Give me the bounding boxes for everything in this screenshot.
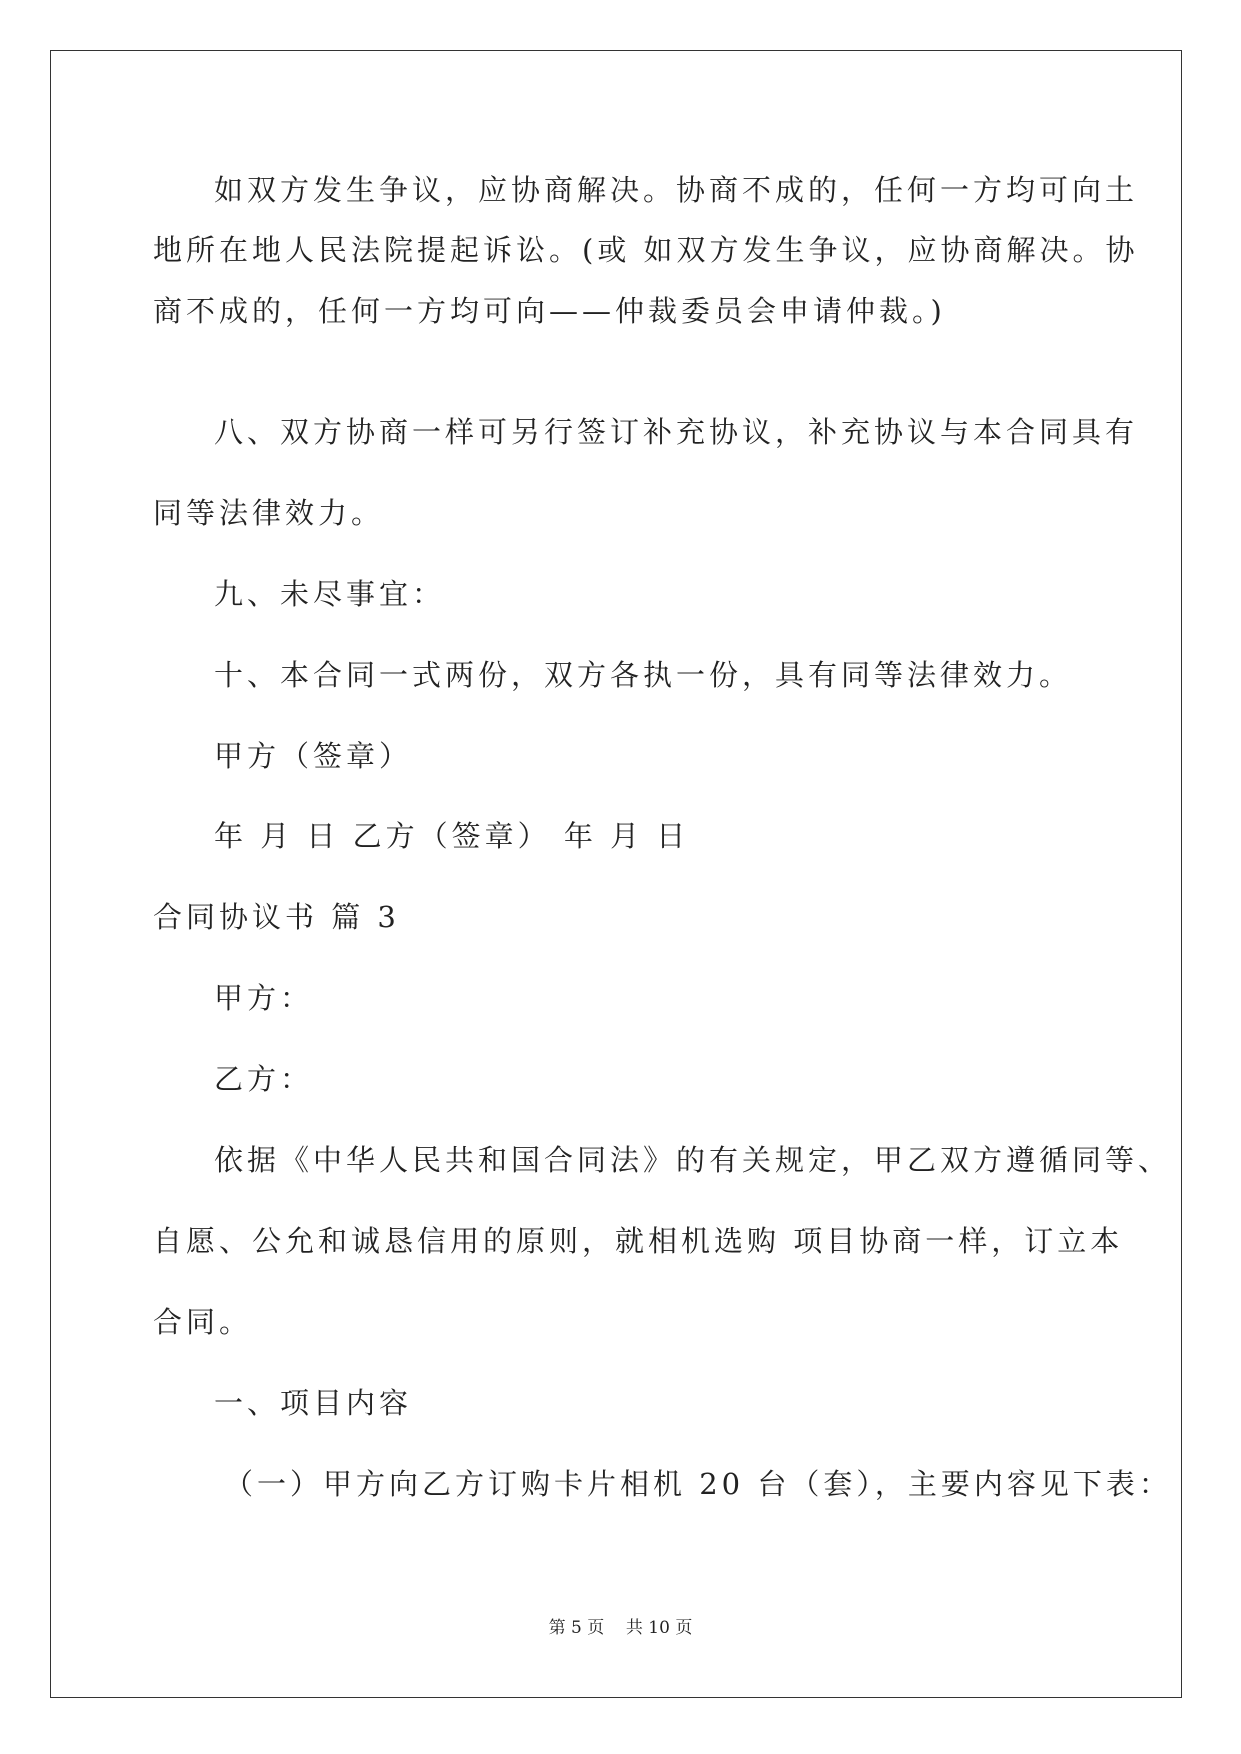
- party-b-line: 乙方：: [214, 1062, 314, 1096]
- paragraph-line: 商不成的，任何一方均可向——仲裁委员会申请仲裁。): [153, 294, 946, 328]
- paragraph-line: 八、双方协商一样可另行签订补充协议，补充协议与本合同具有: [214, 415, 1139, 449]
- paragraph-line: 自愿、公允和诚恳信用的原则，就相机选购 项目协商一样，订立本: [153, 1224, 1124, 1258]
- paragraph-line: （一）甲方向乙方订购卡片相机 20 台（套），主要内容见下表：: [224, 1467, 1172, 1501]
- clause-heading: 一、项目内容: [214, 1386, 413, 1420]
- date-line: 年 月 日 乙方（签章） 年 月 日: [214, 819, 690, 853]
- party-a-line: 甲方：: [214, 981, 314, 1015]
- paragraph-line: 同等法律效力。: [153, 496, 385, 530]
- paragraph-line: 地所在地人民法院提起诉讼。(或 如双方发生争议，应协商解决。协: [153, 233, 1139, 267]
- paragraph-line: 九、未尽事宜：: [214, 577, 446, 611]
- paragraph-line: 如双方发生争议，应协商解决。协商不成的，任何一方均可向土: [214, 173, 1139, 207]
- section-title: 合同协议书 篇 3: [153, 900, 400, 934]
- paragraph-line: 合同。: [153, 1305, 253, 1339]
- signature-line: 甲方（签章）: [214, 739, 413, 773]
- paragraph-line: 十、本合同一式两份，双方各执一份，具有同等法律效力。: [214, 658, 1073, 692]
- paragraph-line: 依据《中华人民共和国合同法》的有关规定，甲乙双方遵循同等、: [214, 1143, 1172, 1177]
- page-number: 第 5 页 共 10 页: [548, 1618, 693, 1638]
